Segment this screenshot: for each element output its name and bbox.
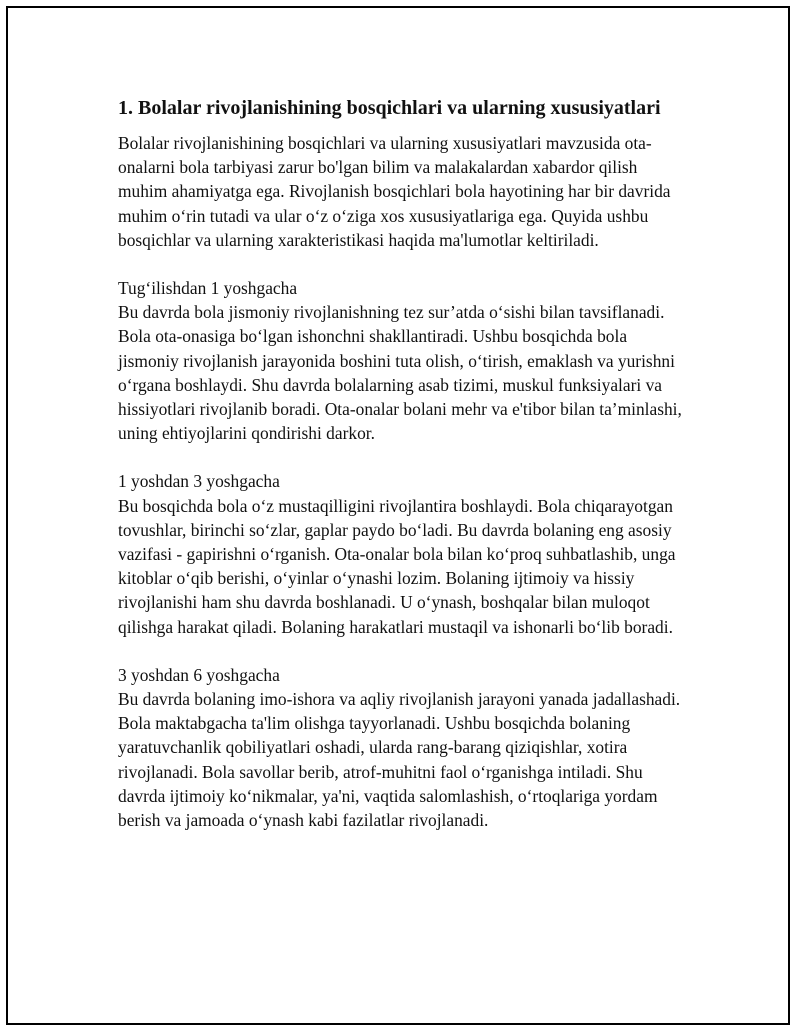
paragraph-gap <box>118 639 686 663</box>
paragraph-gap <box>118 445 686 469</box>
section-heading: Tug‘ilishdan 1 yoshgacha <box>118 278 298 299</box>
section-body: Bu davrda bola jismoniy rivojlanishning tez sur’atda o‘sishi bilan tavsiflanadi. Bola ota-onasiga bo‘lgan ishonchni shakllantiradi. Ushbu bosqichda bola jismoniy rivojlanish jarayonida boshini tuta olish, o‘tirish, emaklash va yurishni o‘rgana boshlaydi. Shu davrda bolalarning asab tizimi, muskul funksiyalari va hissiyotlari rivojlanib boradi. Ota-onalar bolani mehr va e'tibor bilan ta’minlashi, uning ehtiyojlarini qondirishi darkor. <box>118 302 682 444</box>
section-heading: 1 yoshdan 3 yoshgacha <box>118 471 280 492</box>
section-body: Bu bosqichda bola o‘z mustaqilligini rivojlantira boshlaydi. Bola chiqarayotgan tovushlar, birinchi so‘zlar, gaplar paydo bo‘ladi. Bu davrda bolaning eng asosiy vazifasi - gapirishni o‘rganish. Ota-onalar bola bilan ko‘proq suhbatlashib, unga kitoblar o‘qib berishi, o‘yinlar o‘ynashi lozim. Bolaning ijtimoiy va hissiy rivojlanishi ham shu davrda boshlanadi. U o‘ynash, boshqalar bilan muloqot qilishga harakat qiladi. Bolaning harakatlari mustaqil va ishonarli bo‘lib boradi. <box>118 495 676 637</box>
document-content <box>118 95 686 832</box>
section-preschool <box>118 663 686 832</box>
section-newborn <box>118 276 686 445</box>
paragraph-gap <box>118 252 686 276</box>
document-title: 1. Bolalar rivojlanishining bosqichlari va ularning xususiyatlari <box>118 97 661 119</box>
section-toddler <box>118 469 686 638</box>
section-heading: 3 yoshdan 6 yoshgacha <box>118 664 280 685</box>
section-body: Bu davrda bolaning imo-ishora va aqliy rivojlanish jarayoni yanada jadallashadi. Bola maktabgacha ta'lim olishga tayyorlanadi. Ushbu bosqichda bolaning yaratuvchanlik qobiliyatlari oshadi, ularda rang-barang qiziqishlar, xotira rivojlanadi. Bola savollar berib, atrof-muhitni faol o‘rganishga intiladi. Shu davrda ijtimoiy ko‘nikmalar, ya'ni, vaqtida salomlashish, o‘rtoqlariga yordam berish va jamoada o‘ynash kabi fazilatlar rivojlanadi. <box>118 689 681 831</box>
intro-paragraph: Bolalar rivojlanishining bosqichlari va ularning xususiyatlari mavzusida ota-onalarni bola tarbiyasi zarur bo'lgan bilim va malakalardan xabardor qilish muhim ahamiyatga ega. Rivojlanish bosqichlari bola hayotining har bir davrida muhim o‘rin tutadi va ular o‘z o‘ziga xos xususiyatlariga ega. Quyida ushbu bosqichlar va ularning xarakteristikasi haqida ma'lumotlar keltiriladi. <box>118 133 671 250</box>
